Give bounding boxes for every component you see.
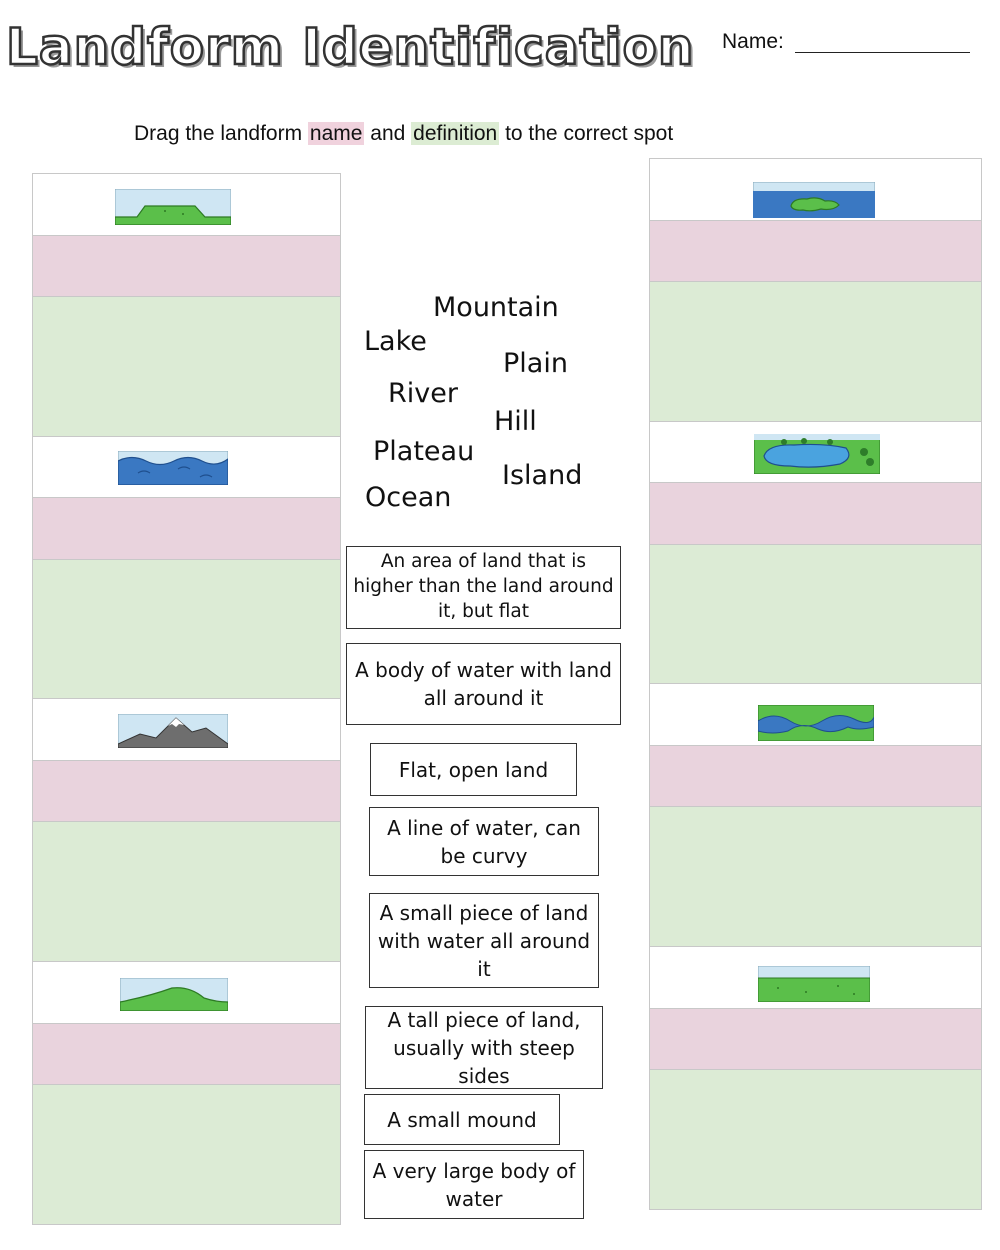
island-icon <box>753 182 875 218</box>
definition-drop-zone[interactable] <box>650 807 981 947</box>
picture-cell <box>33 962 340 1024</box>
left-drop-column <box>32 173 341 1225</box>
name-drop-zone[interactable] <box>33 761 340 822</box>
definition-drop-zone[interactable] <box>33 1085 340 1224</box>
draggable-word-plateau[interactable]: Plateau <box>373 436 475 467</box>
definition-card-river[interactable]: A line of water, can be curvy <box>369 807 599 876</box>
name-label: Name: <box>722 30 784 53</box>
lake-icon <box>754 434 880 474</box>
definition-drop-zone[interactable] <box>650 282 981 422</box>
definition-card-plateau[interactable]: An area of land that is higher than the land around it, but flat <box>346 546 621 629</box>
instructions-text-3: to the correct spot <box>499 122 674 145</box>
instructions-name-highlight: name <box>309 122 363 145</box>
name-drop-zone[interactable] <box>33 236 340 297</box>
picture-cell <box>650 159 981 221</box>
definition-drop-zone[interactable] <box>33 822 340 962</box>
plateau-icon <box>115 189 231 225</box>
right-drop-column <box>649 158 982 1210</box>
name-drop-zone[interactable] <box>650 483 981 545</box>
draggable-word-island[interactable]: Island <box>502 460 583 491</box>
definition-drop-zone[interactable] <box>33 297 340 437</box>
definition-card-mountain[interactable]: A tall piece of land, usually with steep sides <box>365 1006 603 1089</box>
name-drop-zone[interactable] <box>650 746 981 807</box>
name-drop-zone[interactable] <box>650 1009 981 1070</box>
instructions-text-2: and <box>364 122 412 145</box>
definition-card-island[interactable]: A small piece of land with water all around it <box>369 893 599 988</box>
definition-drop-zone[interactable] <box>650 545 981 684</box>
hill-icon <box>120 978 228 1011</box>
draggable-word-hill[interactable]: Hill <box>494 406 537 437</box>
definition-card-hill[interactable]: A small mound <box>364 1094 560 1145</box>
instructions-definition-highlight: definition <box>413 122 498 145</box>
river-icon <box>758 705 874 741</box>
picture-cell <box>33 174 340 236</box>
definition-drop-zone[interactable] <box>650 1070 981 1209</box>
name-line <box>795 52 970 53</box>
definition-card-lake[interactable]: A body of water with land all around it <box>346 643 621 725</box>
name-drop-zone[interactable] <box>650 221 981 282</box>
name-drop-zone[interactable] <box>33 1024 340 1085</box>
mountain-icon <box>118 714 228 748</box>
picture-cell <box>33 699 340 761</box>
page-title: Landform Identification <box>6 18 695 76</box>
ocean-icon <box>118 451 228 485</box>
draggable-word-river[interactable]: River <box>388 378 458 409</box>
plain-icon <box>758 966 870 1002</box>
definition-card-ocean[interactable]: A very large body of water <box>364 1150 584 1219</box>
draggable-word-plain[interactable]: Plain <box>503 348 568 379</box>
instructions-text-1: Drag the landform <box>134 122 308 145</box>
instructions <box>134 122 673 146</box>
definition-drop-zone[interactable] <box>33 560 340 699</box>
picture-cell <box>650 947 981 1009</box>
draggable-word-mountain[interactable]: Mountain <box>433 292 559 323</box>
name-drop-zone[interactable] <box>33 498 340 560</box>
picture-cell <box>33 437 340 498</box>
picture-cell <box>650 684 981 746</box>
definition-card-plain[interactable]: Flat, open land <box>370 743 577 796</box>
draggable-word-ocean[interactable]: Ocean <box>365 482 452 513</box>
draggable-word-lake[interactable]: Lake <box>364 326 427 357</box>
picture-cell <box>650 422 981 483</box>
